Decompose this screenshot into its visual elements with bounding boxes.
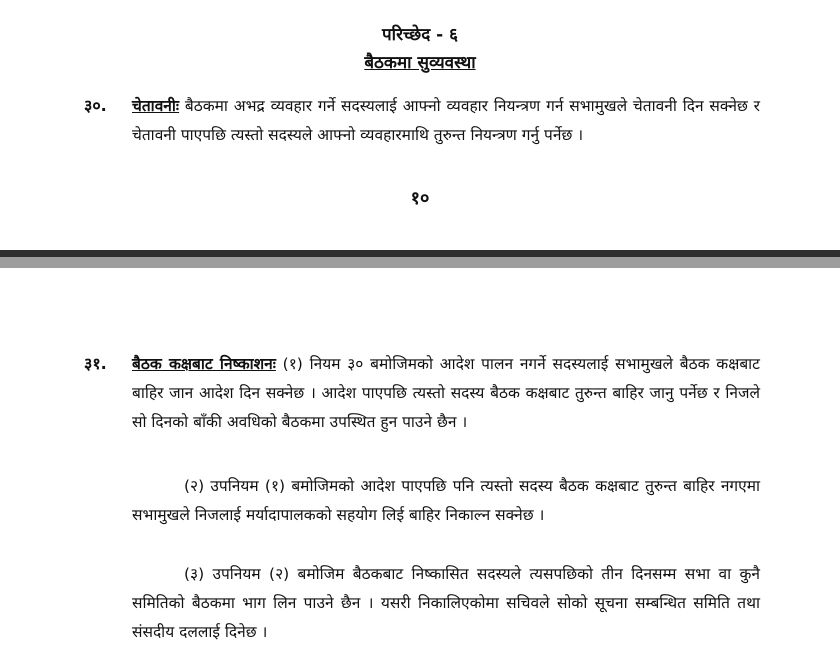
subsection-paragraph: (३) उपनियम (२) बमोजिम बैठकबाट निष्कासित सदस्यले त्यसपछिको तीन दिनसम्म सभा वा कुनै समितिको बैठकमा भाग लिन पाउने छैन । यसरी निकालिएकोमा सचिवले सोको सूचना सम्बन्धित समिति तथा संसदीय दललाई दिनेछ । — [132, 565, 760, 641]
subsection-paragraph: (२) उपनियम (१) बमोजिमको आदेश पाएपछि पनि त्यस्तो सदस्य बैठक कक्षबाट तुरुन्त बाहिर नगएमा सभामुखले निजलाई मर्यादापालकको सहयोग लिई बाहिर निकाल्न सक्नेछ । — [132, 477, 760, 524]
chapter-number: परिच्छेद - ६ — [382, 25, 458, 45]
section-text: बैठकमा अभद्र व्यवहार गर्ने सदस्यलाई आफ्नो व्यवहार नियन्त्रण गर्न सभामुखले चेतावनी दिन सक्नेछ र चेतावनी पाएपछि त्यस्तो सदस्यले आफ्नो व्यवहारमाथि तुरुन्त नियन्त्रण गर्नु पर्नेछ । — [132, 97, 760, 144]
section-number: ३०. — [84, 96, 107, 115]
section-paragraph — [132, 92, 760, 150]
chapter-title: बैठकमा सुव्यवस्था — [364, 53, 476, 73]
section-number: ३१. — [84, 354, 107, 373]
section-heading: बैठक कक्षबाट निष्काशनः — [132, 355, 276, 373]
page-number: १० — [410, 188, 430, 209]
section-text: (१) नियम ३० बमोजिमको आदेश पालन नगर्ने सदस्यलाई सभामुखले बैठक कक्षबाट बाहिर जान आदेश दिन सक्नेछ । आदेश पाएपछि त्यस्तो सदस्य बैठक कक्षबाट तुरुन्त बाहिर जानु पर्नेछ र निजले सो दिनको बाँकी अवधिको बैठकमा उपस्थित हुन पाउने छैन । — [132, 355, 760, 431]
page-divider — [0, 250, 840, 268]
section-heading: चेतावनीः — [132, 97, 180, 115]
section-paragraph — [132, 350, 760, 437]
document-page-top — [0, 0, 840, 250]
document-page-bottom — [0, 268, 840, 656]
